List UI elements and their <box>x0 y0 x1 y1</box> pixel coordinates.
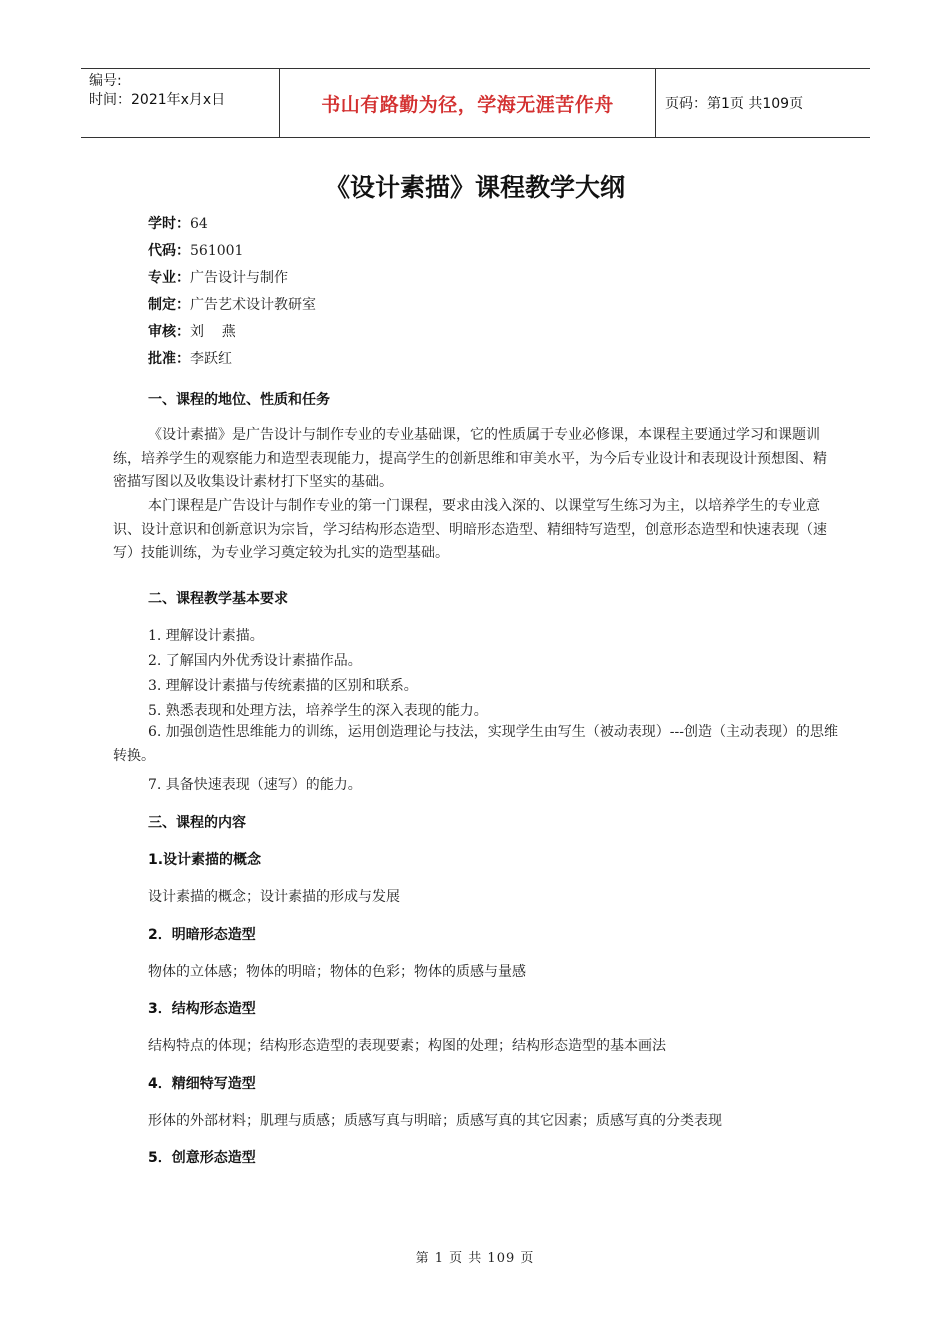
subsection-body: 形体的外部材料；肌理与质感；质感写真与明暗；质感写真的其它因素；质感写真的分类表现 <box>148 1113 722 1129</box>
section-heading: 一、课程的地位、性质和任务 <box>148 392 330 408</box>
meta-row-major <box>148 269 288 287</box>
subsection-body: 结构特点的体现；结构形态造型的表现要素；构图的处理；结构形态造型的基本画法 <box>148 1038 666 1054</box>
meta-key: 批准： <box>148 351 190 367</box>
meta-row-hours <box>148 215 208 233</box>
meta-value: 64 <box>190 216 208 232</box>
subsection-body: 物体的立体感；物体的明暗；物体的色彩；物体的质感与量感 <box>148 964 526 980</box>
list-item: 5. 熟悉表现和处理方法，培养学生的深入表现的能力。 <box>148 703 488 719</box>
list-item: 3. 理解设计素描与传统素描的区别和联系。 <box>148 678 418 694</box>
meta-row-reviewer <box>148 323 236 341</box>
meta-key: 制定： <box>148 297 190 313</box>
meta-value: 刘 燕 <box>190 324 236 340</box>
header-motto: 书山有路勤为径，学海无涯苦作舟 <box>280 69 656 137</box>
section-heading: 二、课程教学基本要求 <box>148 591 288 607</box>
meta-row-code <box>148 242 243 260</box>
meta-key: 专业： <box>148 270 190 286</box>
subsection-body: 设计素描的概念；设计素描的形成与发展 <box>148 889 400 905</box>
meta-key: 审核： <box>148 324 190 340</box>
subsection-title: 4．精细特写造型 <box>148 1076 256 1092</box>
list-item: 2. 了解国内外优秀设计素描作品。 <box>148 653 362 669</box>
page-footer: 第 1 页 共 109 页 <box>415 1251 535 1266</box>
meta-value: 561001 <box>190 243 244 259</box>
header-table <box>81 68 870 138</box>
list-item: 1. 理解设计素描。 <box>148 628 264 644</box>
meta-value: 广告艺术设计教研室 <box>190 297 316 313</box>
header-page-info: 页码：第1页 共109页 <box>665 96 804 112</box>
meta-row-approver <box>148 350 232 368</box>
paragraph: 《设计素描》是广告设计与制作专业的专业基础课，它的性质属于专业必修课，本课程主要通过学习和课题训练，培养学生的观察能力和造型表现能力，提高学生的创新思维和审美水平，为今后专业设计和表现设计预想图、精密描写图以及收集设计素材打下坚实的基础。 <box>113 427 827 490</box>
number-label: 编号: <box>89 73 122 89</box>
list-item: 7. 具备快速表现（速写）的能力。 <box>148 777 362 793</box>
subsection-title: 1.设计素描的概念 <box>148 852 262 868</box>
document-title: 《设计素描》课程教学大纲 <box>324 173 625 202</box>
meta-value: 李跃红 <box>190 351 232 367</box>
time-label: 时间：2021年x月x日 <box>89 92 226 108</box>
list-item: 6. 加强创造性思维能力的训练，运用创造理论与技法，实现学生由写生（被动表现）---创造（主动表现）的思维转换。 <box>113 724 838 764</box>
header-left-cell <box>81 69 280 137</box>
meta-row-author <box>148 296 316 314</box>
meta-key: 代码： <box>148 243 190 259</box>
section-heading: 三、课程的内容 <box>148 815 246 831</box>
paragraph: 本门课程是广告设计与制作专业的第一门课程，要求由浅入深的、以课堂写生练习为主，以培养学生的专业意识、设计意识和创新意识为宗旨，学习结构形态造型、明暗形态造型、精细特写造型，创意形态造型和快速表现（速写）技能训练，为专业学习奠定较为扎实的造型基础。 <box>113 498 827 561</box>
subsection-title: 2．明暗形态造型 <box>148 927 256 943</box>
meta-value: 广告设计与制作 <box>190 270 288 286</box>
subsection-title: 3．结构形态造型 <box>148 1001 256 1017</box>
subsection-title: 5．创意形态造型 <box>148 1150 256 1166</box>
meta-key: 学时： <box>148 216 190 232</box>
